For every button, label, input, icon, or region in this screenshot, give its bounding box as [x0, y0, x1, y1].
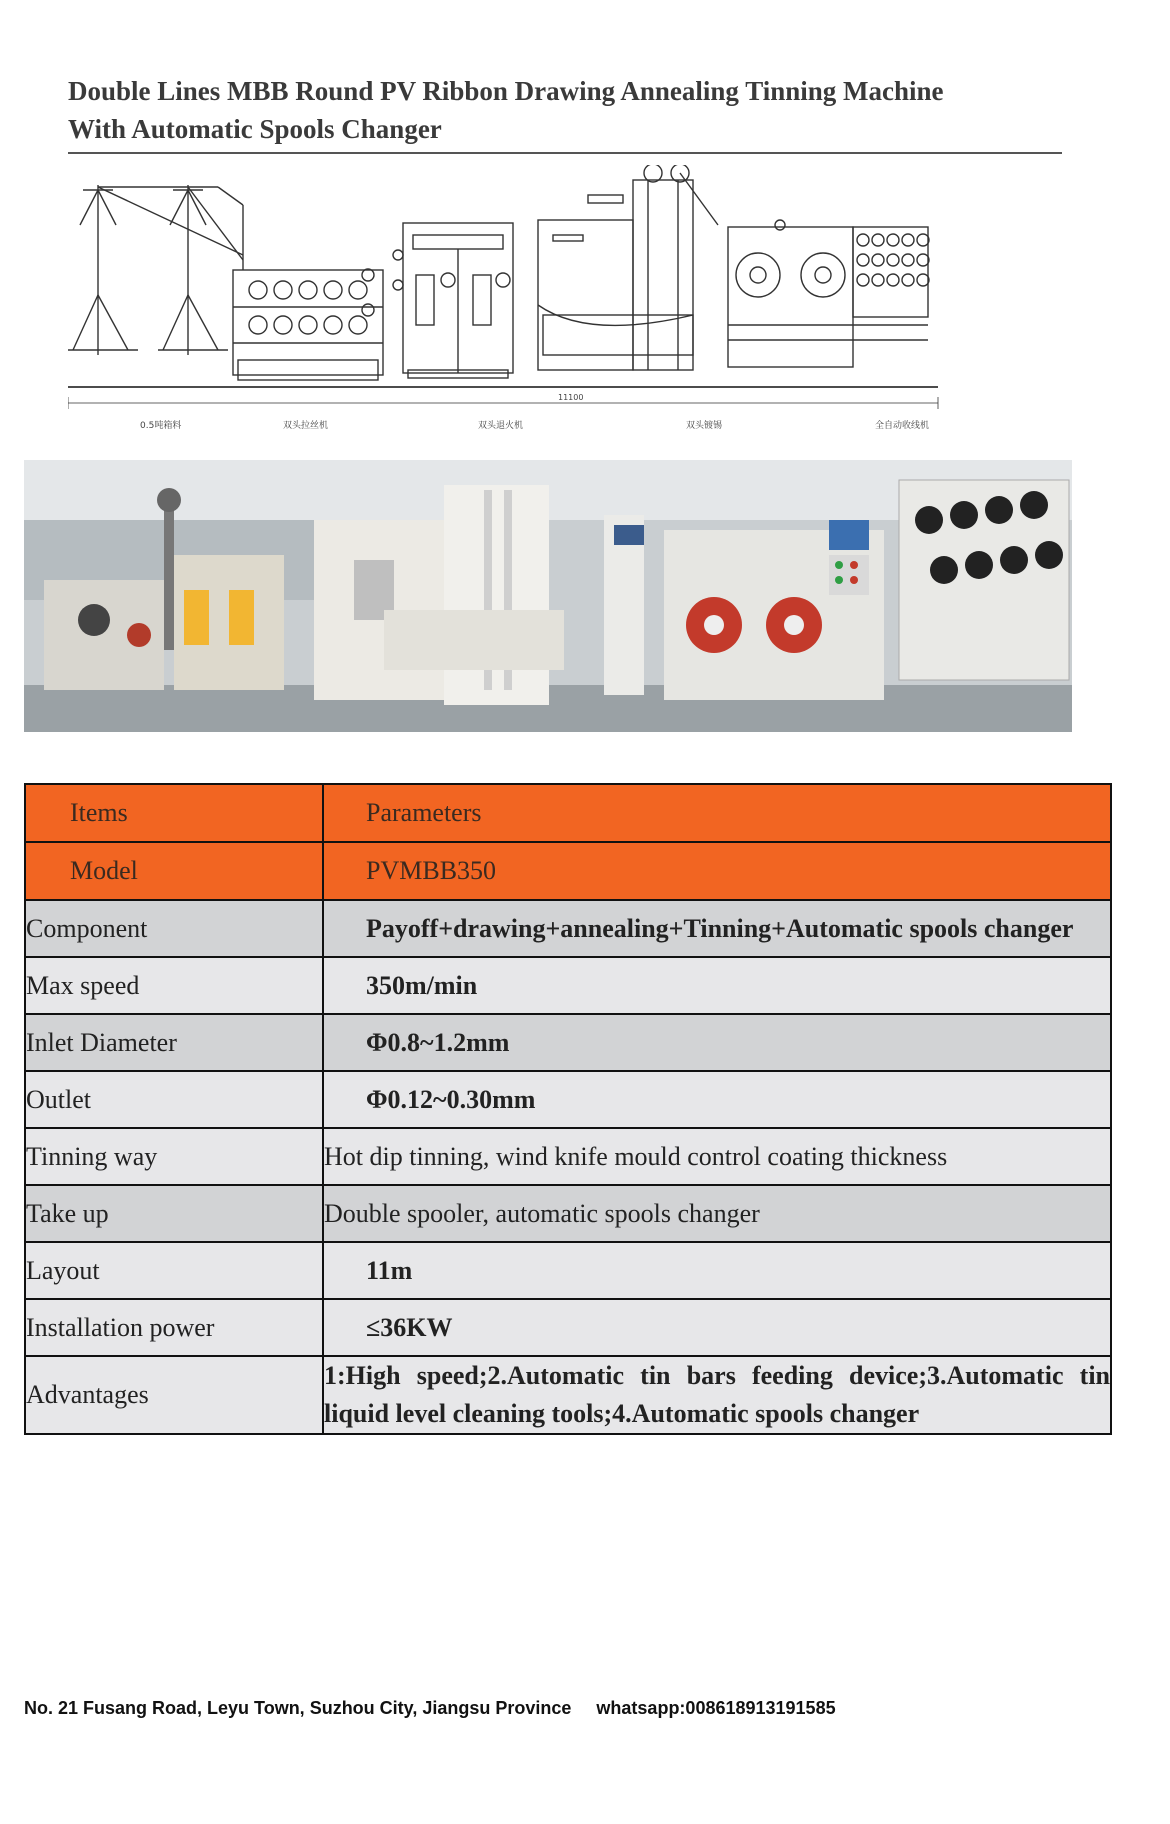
- diagram-label-annealing: 双头退火机: [478, 421, 524, 431]
- diagram-label-drawing: 双头拉丝机: [283, 421, 329, 431]
- row-label: Advantages: [25, 1356, 323, 1434]
- row-value: ≤36KW: [323, 1299, 1111, 1356]
- table-row: [25, 1014, 1111, 1071]
- row-label: Layout: [25, 1242, 323, 1299]
- title-line-1: Double Lines MBB Round PV Ribbon Drawing Annealing Tinning Machine: [68, 76, 944, 106]
- header-parameters: Parameters: [323, 784, 1111, 842]
- table-row: [25, 957, 1111, 1014]
- take-up-machine-drawing: [728, 220, 929, 367]
- annealing-machine-drawing: [393, 223, 513, 378]
- row-value: 1:High speed;2.Automatic tin bars feeding device;3.Automatic tin liquid level cleaning tools;4.Automatic spools changer: [323, 1356, 1111, 1434]
- row-value: Φ0.8~1.2mm: [323, 1014, 1111, 1071]
- row-label: Component: [25, 900, 323, 957]
- footer-address: No. 21 Fusang Road, Leyu Town, Suzhou City, Jiangsu Province: [24, 1698, 572, 1718]
- table-row: [25, 1299, 1111, 1356]
- row-label: Installation power: [25, 1299, 323, 1356]
- title-divider: [68, 152, 1062, 154]
- row-value: Payoff+drawing+annealing+Tinning+Automatic spools changer: [323, 900, 1111, 957]
- drawing-machine-drawing: [233, 269, 383, 380]
- document-title: [68, 72, 1058, 148]
- row-label: Take up: [25, 1185, 323, 1242]
- table-row: [25, 1185, 1111, 1242]
- row-label: Outlet: [25, 1071, 323, 1128]
- footer: [24, 1698, 836, 1719]
- diagram-label-take-up: 全自动收线机: [875, 421, 930, 431]
- machine-layout-diagram: [68, 165, 1058, 435]
- row-value: Hot dip tinning, wind knife mould control coating thickness: [323, 1128, 1111, 1185]
- row-value: Double spooler, automatic spools changer: [323, 1185, 1111, 1242]
- table-model-row: [25, 842, 1111, 900]
- row-label: Max speed: [25, 957, 323, 1014]
- model-value: PVMBB350: [323, 842, 1111, 900]
- specification-table: [24, 783, 1112, 1435]
- model-label: Model: [25, 842, 323, 900]
- diagram-label-payoff: 0.5吨箱料: [140, 421, 182, 431]
- header-items: Items: [25, 784, 323, 842]
- table-row: [25, 1356, 1111, 1434]
- title-line-2: With Automatic Spools Changer: [68, 114, 442, 144]
- diagram-dimension-label: 11100: [558, 393, 584, 402]
- row-value: Φ0.12~0.30mm: [323, 1071, 1111, 1128]
- row-label: Inlet Diameter: [25, 1014, 323, 1071]
- tinning-machine-drawing: [538, 165, 718, 370]
- row-value: 11m: [323, 1242, 1111, 1299]
- payoff-stand-drawing: [68, 185, 243, 355]
- table-row: [25, 1071, 1111, 1128]
- row-value: 350m/min: [323, 957, 1111, 1014]
- table-row: [25, 1242, 1111, 1299]
- footer-contact: whatsapp:008618913191585: [596, 1698, 836, 1718]
- row-label: Tinning way: [25, 1128, 323, 1185]
- machine-photo: [24, 460, 1072, 732]
- table-row: [25, 900, 1111, 957]
- diagram-label-tinning: 双头镀锡: [686, 421, 723, 431]
- table-header-row: [25, 784, 1111, 842]
- table-row: [25, 1128, 1111, 1185]
